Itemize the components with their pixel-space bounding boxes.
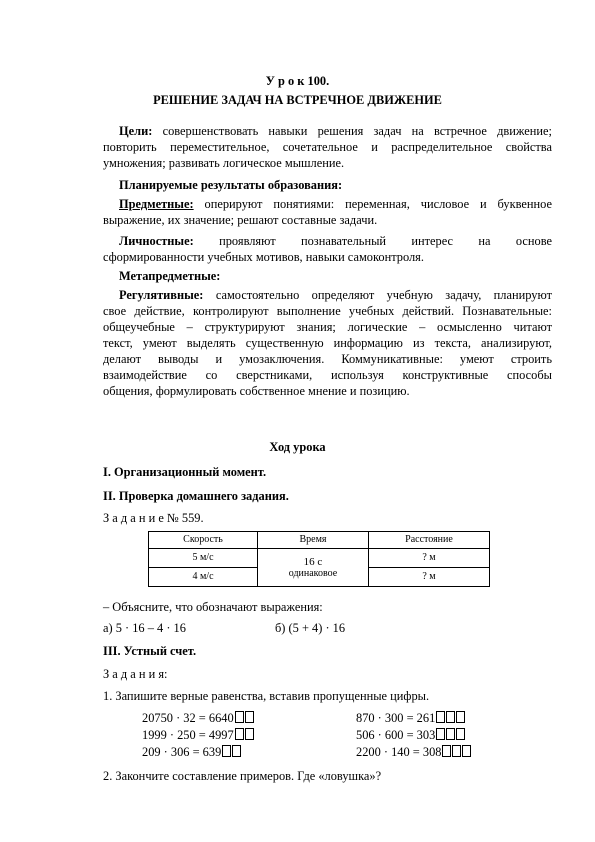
equation-right-2 xyxy=(356,727,465,743)
blank-box[interactable] xyxy=(446,728,455,740)
equation-left-3 xyxy=(142,744,241,760)
results-heading: Планируемые результаты образования: xyxy=(119,178,343,192)
tasks-label: З а д а н и я: xyxy=(103,667,168,681)
meta-heading: Метапредметные: xyxy=(119,269,221,283)
lesson-number: У р о к 100. xyxy=(265,74,330,88)
subject-line-1: оперируют понятиями: переменная, числовое и буквенное xyxy=(193,197,552,211)
task-559 xyxy=(103,510,204,526)
task-2: 2. Закончите составление примеров. Где «ловушка»? xyxy=(103,769,382,783)
blank-box[interactable] xyxy=(235,728,244,740)
table-cell-distance-2: ? м xyxy=(369,568,490,587)
table-header-distance: Расстояние xyxy=(369,532,490,549)
section-3-heading: III. Устный счет. xyxy=(103,644,197,658)
table-cell-time xyxy=(258,549,369,587)
goals-label: Цели: xyxy=(119,124,153,138)
blank-box[interactable] xyxy=(462,745,471,757)
regulative-line-4: текст, умеют выделять существенную информацию из текста, анализируют, xyxy=(103,336,552,350)
task-1: 1. Запишите верные равенства, вставив пропущенные цифры. xyxy=(103,689,430,703)
blank-box[interactable] xyxy=(436,711,445,723)
equation-right-1-text: 870 · 300 = 261 xyxy=(356,711,436,725)
equation-right-1 xyxy=(356,710,465,726)
homework-table xyxy=(148,531,490,587)
table-cell-time-line-2: одинаковое xyxy=(288,567,338,579)
personal-paragraph xyxy=(103,233,552,265)
section-1-heading: I. Организационный момент. xyxy=(103,465,267,479)
table-header-time: Время xyxy=(258,532,369,549)
regulative-line-5: делают выводы и умозаключения. Коммуникативные: умеют строить xyxy=(103,352,552,366)
blank-box[interactable] xyxy=(446,711,455,723)
blank-box[interactable] xyxy=(456,711,465,723)
expression-a: а) 5 · 16 – 4 · 16 xyxy=(103,621,186,635)
equation-left-2 xyxy=(142,727,254,743)
blank-box[interactable] xyxy=(222,745,231,757)
blank-box[interactable] xyxy=(245,711,254,723)
expression-b: б) (5 + 4) · 16 xyxy=(275,621,346,635)
table-cell-speed-2: 4 м/с xyxy=(149,568,258,587)
equation-right-3 xyxy=(356,744,471,760)
course-heading: Ход урока xyxy=(269,440,326,454)
equation-right-3-text: 2200 · 140 = 308 xyxy=(356,745,442,759)
explain-prompt: – Объясните, что обозначают выражения: xyxy=(103,600,323,614)
equation-left-2-text: 1999 · 250 = 4997 xyxy=(142,728,234,742)
subject-paragraph xyxy=(103,196,552,228)
task-559-number: № 559. xyxy=(163,511,204,525)
regulative-line-3: общеучебные – структурируют знания; логические – осмысленно читают xyxy=(103,320,552,334)
goals-line-3: умножения; развивать логическое мышление. xyxy=(103,156,345,170)
section-2-heading: II. Проверка домашнего задания. xyxy=(103,489,289,503)
task-559-label: З а д а н и е xyxy=(103,511,164,525)
subject-label: Предметные: xyxy=(119,197,194,211)
regulative-line-2: свое действие, контролируют выполнение учебных действий. Познавательные: xyxy=(103,304,552,318)
equation-left-3-text: 209 · 306 = 639 xyxy=(142,745,222,759)
blank-box[interactable] xyxy=(232,745,241,757)
regulative-paragraph xyxy=(103,287,552,399)
regulative-line-1: самостоятельно определяют учебную задачу, планируют xyxy=(203,288,552,302)
equation-right-2-text: 506 · 600 = 303 xyxy=(356,728,436,742)
goals-line-2: повторить переместительное, сочетательное и распределительное свойства xyxy=(103,140,552,154)
blank-box[interactable] xyxy=(452,745,461,757)
blank-box[interactable] xyxy=(442,745,451,757)
personal-label: Личностные: xyxy=(119,234,194,248)
blank-box[interactable] xyxy=(235,711,244,723)
goals-paragraph xyxy=(103,123,552,171)
regulative-line-7: общения, формулировать собственное мнение и позицию. xyxy=(103,384,410,398)
table-cell-distance-1: ? м xyxy=(369,549,490,568)
equation-left-1-text: 20750 · 32 = 6640 xyxy=(142,711,234,725)
blank-box[interactable] xyxy=(436,728,445,740)
lesson-title: РЕШЕНИЕ ЗАДАЧ НА ВСТРЕЧНОЕ ДВИЖЕНИЕ xyxy=(153,93,442,107)
personal-line-1: проявляют познавательный интерес на основе xyxy=(193,234,552,248)
regulative-label: Регулятивные: xyxy=(119,288,204,302)
equation-left-1 xyxy=(142,710,254,726)
table-cell-speed-1: 5 м/с xyxy=(149,549,258,568)
subject-line-2: выражение, их значение; решают составные задачи. xyxy=(103,213,378,227)
regulative-line-6: взаимодействие со сверстниками, используя конструктивные способы xyxy=(103,368,552,382)
table-header-speed: Скорость xyxy=(149,532,258,549)
blank-box[interactable] xyxy=(456,728,465,740)
personal-line-2: сформированности учебных мотивов, навыки самоконтроля. xyxy=(103,250,424,264)
goals-line-1: совершенствовать навыки решения задач на встречное движение; xyxy=(162,124,552,138)
blank-box[interactable] xyxy=(245,728,254,740)
table-cell-time-line-1: 16 с xyxy=(303,555,323,568)
